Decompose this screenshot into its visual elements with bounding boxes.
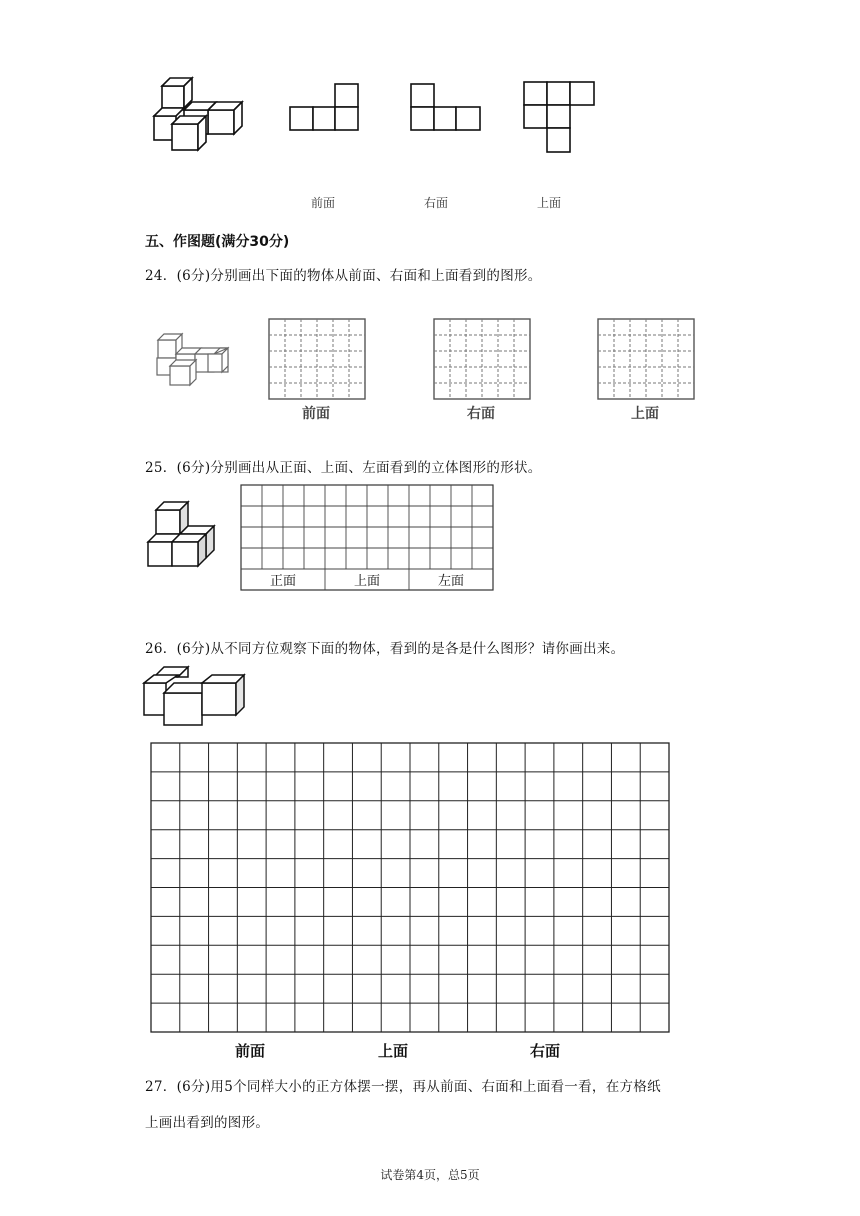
q27-text-line2: 上画出看到的图形。 <box>145 1115 270 1131</box>
q24-label-top: 上面 <box>631 406 659 422</box>
section-title: 五、作图题(满分30分) <box>145 234 290 250</box>
q26-label-top: 上面 <box>378 1042 409 1060</box>
q26-text: 26．(6分)从不同方位观察下面的物体，看到的是各是什么图形？请你画出来。 <box>145 641 625 657</box>
q26-label-right: 右面 <box>530 1042 561 1060</box>
q24-cube-object <box>152 330 236 388</box>
q24-grid-front <box>268 318 366 402</box>
top-right-label: 右面 <box>424 196 449 210</box>
q26-label-front: 前面 <box>235 1042 266 1060</box>
q26-answer-grid <box>150 742 672 1034</box>
top-view-figure <box>522 80 596 154</box>
q25-text: 25．(6分)分别画出从正面、上面、左面看到的立体图形的形状。 <box>145 460 542 476</box>
q24-grid-top <box>597 318 695 402</box>
q24-label-right: 右面 <box>467 406 495 422</box>
q25-label-left: 左面 <box>437 574 464 589</box>
q26-cube-object <box>142 663 246 727</box>
top-front-label: 前面 <box>311 196 336 210</box>
right-view-figure <box>409 82 483 132</box>
q25-cube-object <box>144 498 220 576</box>
top-cube-object <box>150 74 250 154</box>
page-footer: 试卷第4页，总5页 <box>380 1168 480 1182</box>
q25-label-front: 正面 <box>269 574 296 589</box>
q24-grid-right <box>433 318 531 402</box>
q25-label-top: 上面 <box>353 574 380 589</box>
q27-text-line1: 27．(6分)用5个同样大小的正方体摆一摆，再从前面、右面和上面看一看，在方格纸 <box>145 1079 661 1095</box>
top-top-label: 上面 <box>537 196 562 210</box>
front-view-figure <box>288 82 362 132</box>
q24-label-front: 前面 <box>302 406 330 422</box>
q24-text: 24．(6分)分别画出下面的物体从前面、右面和上面看到的图形。 <box>145 268 542 284</box>
